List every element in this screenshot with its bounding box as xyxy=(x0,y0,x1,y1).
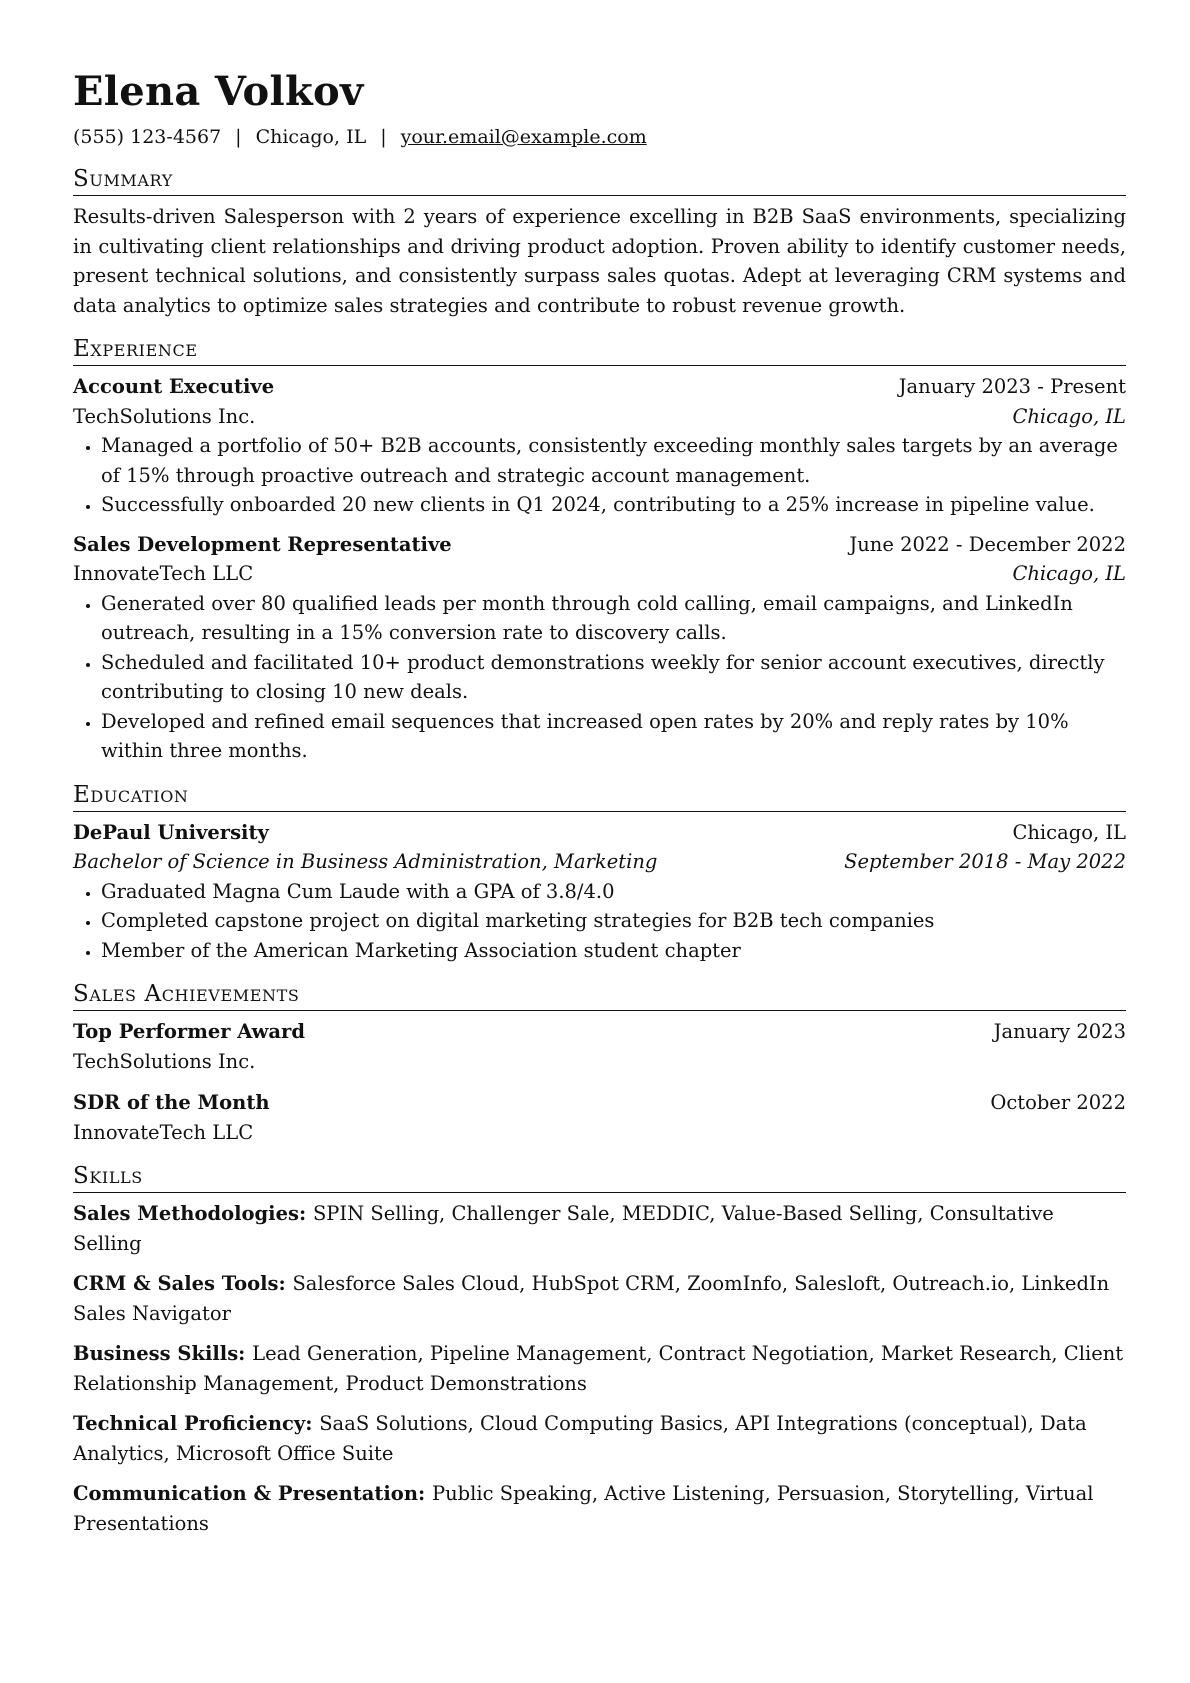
section-title-achievements: Sales Achievements xyxy=(73,979,1126,1011)
achievement-entry xyxy=(73,1017,1126,1076)
experience-section xyxy=(73,334,1126,766)
job-location: Chicago, IL xyxy=(1012,562,1126,585)
job-location: Chicago, IL xyxy=(1012,404,1126,428)
bullet-item: • Generated over 80 qualified leads per month through cold calling, email campaigns, and LinkedIn outreach, resulting in a 15% conversion rate to discovery calls. xyxy=(101,589,1126,648)
degree: Bachelor of Science in Business Administration, Marketing xyxy=(73,850,658,873)
bullet-item: • Member of the American Marketing Association student chapter xyxy=(101,936,1126,966)
skill-label: Technical Proficiency: xyxy=(73,1412,320,1435)
contact-separator: | xyxy=(380,126,387,148)
skill-values: Salesforce Sales Cloud, HubSpot CRM, ZoomInfo, Salesloft, Outreach.io, LinkedIn Sales Navigator xyxy=(73,1272,1110,1325)
skill-group xyxy=(73,1199,1126,1258)
school-name: DePaul University xyxy=(73,820,269,844)
job-dates: June 2022 - December 2022 xyxy=(849,532,1126,556)
skill-group xyxy=(73,1339,1126,1398)
bullet-item: • Developed and refined email sequences that increased open rates by 20% and reply rates by 10% within three months. xyxy=(101,707,1126,766)
contact-line xyxy=(73,124,1126,150)
job-bullets xyxy=(73,431,1126,520)
skill-values: SPIN Selling, Challenger Sale, MEDDIC, Value-Based Selling, Consultative Selling xyxy=(73,1202,1054,1255)
skills-section xyxy=(73,1161,1126,1538)
job-entry xyxy=(73,372,1126,520)
skill-values: SaaS Solutions, Cloud Computing Basics, API Integrations (conceptual), Data Analytics, Microsoft Office Suite xyxy=(73,1412,1087,1465)
email-link[interactable]: your.email@example.com xyxy=(400,126,647,148)
job-entry xyxy=(73,530,1126,766)
location: Chicago, IL xyxy=(255,126,367,148)
achievement-entry xyxy=(73,1088,1126,1147)
skill-label: Sales Methodologies: xyxy=(73,1202,313,1225)
summary-section xyxy=(73,164,1126,320)
skill-label: Communication & Presentation: xyxy=(73,1482,432,1505)
award-name: Top Performer Award xyxy=(73,1020,305,1043)
job-title: Sales Development Representative xyxy=(73,532,452,556)
skill-group xyxy=(73,1269,1126,1328)
skill-group xyxy=(73,1479,1126,1538)
company: TechSolutions Inc. xyxy=(73,404,256,428)
candidate-name: Elena Volkov xyxy=(73,68,364,115)
job-title: Account Executive xyxy=(73,375,275,398)
skill-label: Business Skills: xyxy=(73,1342,253,1365)
company: InnovateTech LLC xyxy=(73,562,254,585)
summary-text: Results-driven Salesperson with 2 years of experience excelling in B2B SaaS environments, specializing in cultivating client relationships and driving product adoption. Proven ability to identify customer needs, present technical solutions, and consistently surpass sales quotas. Adept at leveraging CRM systems and data analytics to optimize sales strategies and contribute to robust revenue growth. xyxy=(73,205,1126,317)
section-title-education: Education xyxy=(73,780,1126,812)
skill-group xyxy=(73,1409,1126,1468)
achievements-section xyxy=(73,979,1126,1147)
skill-values: Public Speaking, Active Listening, Persuasion, Storytelling, Virtual Presentations xyxy=(73,1482,1094,1535)
contact-separator: | xyxy=(235,126,242,148)
section-title-skills: Skills xyxy=(73,1161,1126,1193)
award-org: TechSolutions Inc. xyxy=(73,1049,256,1073)
skill-values: Lead Generation, Pipeline Management, Contract Negotiation, Market Research, Client Relationship Management, Product Demonstrations xyxy=(73,1342,1124,1395)
job-dates: January 2023 - Present xyxy=(898,375,1126,398)
skill-label: CRM & Sales Tools: xyxy=(73,1272,293,1295)
job-bullets xyxy=(73,589,1126,766)
section-title-experience: Experience xyxy=(73,334,1126,366)
bullet-item: • Scheduled and facilitated 10+ product demonstrations weekly for senior account executives, directly contributing to closing 10 new deals. xyxy=(101,648,1126,707)
education-section xyxy=(73,780,1126,966)
award-org: InnovateTech LLC xyxy=(73,1120,254,1144)
education-dates: September 2018 - May 2022 xyxy=(844,850,1126,873)
bullet-item: • Successfully onboarded 20 new clients in Q1 2024, contributing to a 25% increase in pipeline value. xyxy=(101,490,1126,520)
school-location: Chicago, IL xyxy=(1012,820,1126,844)
award-date: October 2022 xyxy=(990,1091,1126,1114)
resume-page xyxy=(73,52,1126,1538)
bullet-item: • Completed capstone project on digital marketing strategies for B2B tech companies xyxy=(101,906,1126,936)
bullet-item: • Managed a portfolio of 50+ B2B accounts, consistently exceeding monthly sales targets by an average of 15% through proactive outreach and strategic account management. xyxy=(101,431,1126,490)
education-bullets xyxy=(73,877,1126,966)
award-date: January 2023 xyxy=(993,1020,1126,1043)
award-name: SDR of the Month xyxy=(73,1091,270,1114)
phone: (555) 123-4567 xyxy=(73,126,222,148)
bullet-item: • Graduated Magna Cum Laude with a GPA of 3.8/4.0 xyxy=(101,877,1126,907)
section-title-summary: Summary xyxy=(73,164,1126,196)
